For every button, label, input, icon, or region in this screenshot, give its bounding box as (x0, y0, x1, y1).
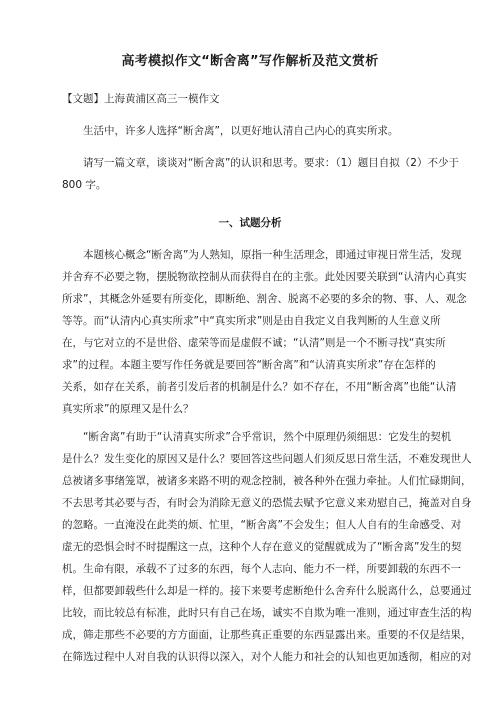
text-line: 本题核心概念“断舍离”为人熟知，原指一种生活理念，即通过审视日常生活，发现 (83, 249, 462, 261)
text-line: 样，但都要卸载些什么却是一样的。接下来要考虑断绝什么舍弃什么脱离什么，总要通过 (62, 585, 472, 597)
text-line: 总被诸多事绪笼罩，被诸多来路不明的观念控制，被各种外在强力牵扯。人们忙碌期间， (62, 475, 472, 487)
text-line: 机。生命有限，承载不了过多的东西，每个人志向、能力不一样，所要卸载的东西不一 (62, 563, 461, 575)
text-line: 并舍弃不必要之物，摆脱物欲控制从而获得自在的主张。此处因要关联到“认清内心真实 (62, 271, 467, 283)
text-line: 是什么？发生变化的原因又是什么？要回答这些问题人们须反思日常生活，不难发现世人 (62, 453, 472, 465)
analysis-paragraph-1 (62, 244, 467, 420)
text-line: 请写一篇文章，谈谈对“断舍离”的认识和思考。要求：（1）题目自拟（2）不少于 (83, 157, 459, 169)
text-line: “断舍离”有助于“认清真实所求”合乎常识，然个中原理仍须细思：它发生的契机 (83, 431, 452, 443)
text-line: 关系，如存在关系，前者引发后者的机制是什么？如不存在，不用“断舍离”也能“认清 (62, 381, 457, 393)
document-title: 高考模拟作文“断舍离”写作解析及范文赏析 (121, 54, 379, 69)
source-label: 【文题】上海黄浦区高三一模作文 (62, 93, 220, 105)
text-line: 不去思考其必要与否，有时会为消除无意义的恐慌去赋予它意义来劝慰自己，掩盖对自身 (62, 497, 472, 509)
text-line: 成，筛走那些不必要的方方面面，让那些真正重要的东西显露出来。重要的不仅是结果， (62, 629, 472, 641)
prompt-paragraph-1: 生活中，许多人选择“断舍离”，以更好地认清自己内心的真实所求。 (83, 125, 399, 137)
text-line: 等等。而“认清内心真实所求”中“真实所求”则是由自我定义自我判断的人生意义所 (62, 315, 441, 327)
text-line: 在，与它对立的不是世俗、虚荣等而是虚假不诚；“认清”则是一个不断寻找“真实所 (62, 337, 446, 349)
text-line: 求”的过程。本题主要写作任务就是要回答“断舍离”和“认清真实所求”存在怎样的 (62, 359, 436, 371)
text-line: 真实所求”的原理又是什么？ (62, 403, 194, 415)
text-line: 所求”，其概念外延要有所变化，即断绝、割舍、脱离不必要的多余的物、事、人、观念 (62, 293, 467, 305)
text-line: 在筛选过程中人对自我的认识得以深入，对个人能力和社会的认知也更加透彻，相应的对 (62, 651, 472, 663)
text-line: 虚无的恐惧会时不时提醒这一点，这种个人存在意义的觉醒就成为了“断舍离”发生的契 (62, 541, 462, 553)
text-line: 800 字。 (62, 179, 107, 191)
analysis-paragraph-2 (62, 426, 472, 668)
text-line: 比较，而比较总有标准，此时只有自己在场，诚实不自欺为唯一准则，通过审查生活的构 (62, 607, 472, 619)
text-line: 的忽略。一直淹没在此类的烦、忙里，“断舍离”不会发生；但人人自有的生命感受、对 (62, 519, 462, 531)
prompt-paragraph-2 (62, 152, 460, 196)
section-heading: 一、试题分析 (218, 217, 282, 229)
